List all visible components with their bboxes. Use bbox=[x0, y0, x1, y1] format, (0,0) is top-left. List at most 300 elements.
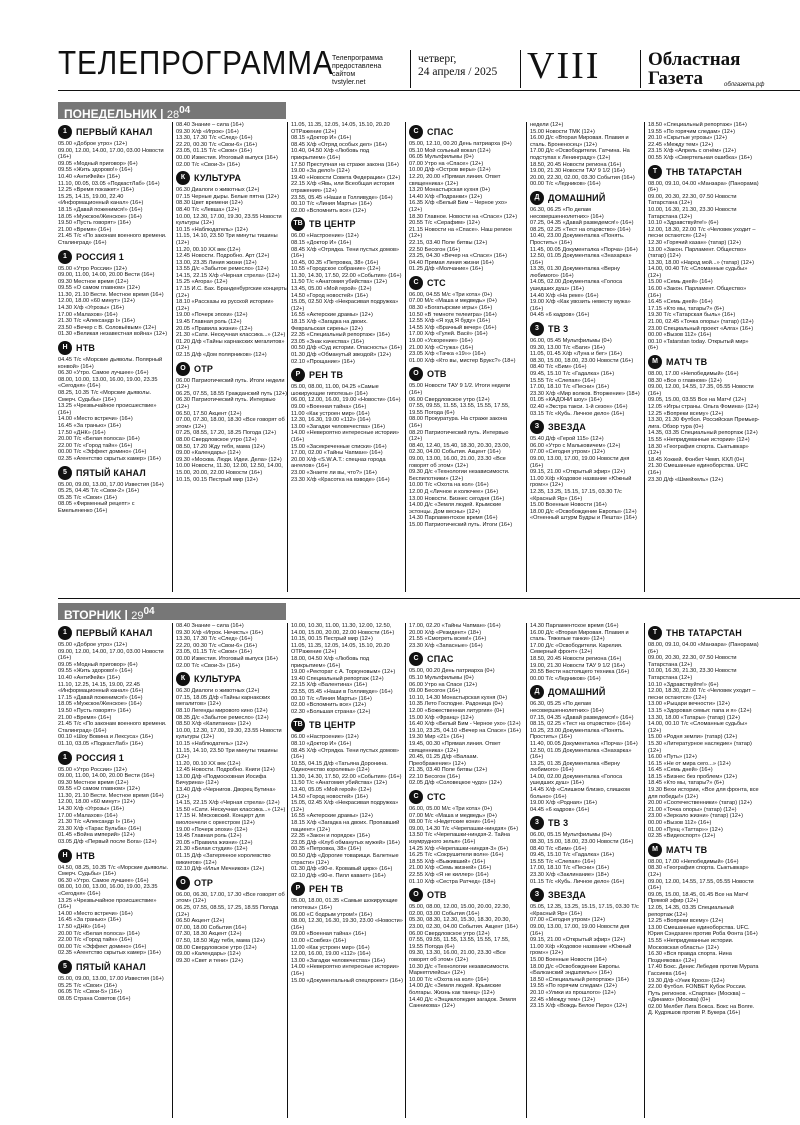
channel-header bbox=[409, 125, 521, 139]
program-entry: 00.55 Х/ф «Смертельная ошибка» (16+) bbox=[648, 154, 752, 161]
program-entry: 16.45 «За гранью» (16+) bbox=[58, 917, 122, 924]
column-separator bbox=[405, 623, 406, 1118]
program-entry: 15.00 Военные Новости (16+) bbox=[530, 502, 607, 509]
program-entry: 12.50, 01.05 Документалка «Знахарка» (16+) bbox=[530, 253, 632, 266]
program-entry: 10.00 Новости, 11.30, 12.00, 12.50, 14.00, 15.00, 20.00, 22.00 Новости (16+) bbox=[176, 463, 283, 476]
channel-name: МАТЧ ТВ bbox=[666, 844, 708, 855]
program-entry: 16.55 «Актерские драмы» (12+) bbox=[291, 813, 373, 820]
program-entry: 11.30, 14.30, 17.50, 22.00 «События» (16+) bbox=[291, 272, 402, 279]
program-entry: 21.00, 02.45 «Точка опоры» (татар) (12+) bbox=[648, 319, 754, 326]
program-entry: 05.00 «Утро России» (12+) bbox=[58, 265, 127, 272]
program-entry: 08.45 Х/ф «Отрядка. Тени пустых домов» (16+) bbox=[291, 747, 400, 761]
program-entry: 18.30 «География спорта. Сыктывкар» (12+) bbox=[648, 443, 749, 457]
program-entry: 05.00 «Доброе утро» (12+) bbox=[58, 141, 128, 147]
program-entry: 15.00 Новости ТМК (12+) bbox=[530, 128, 595, 135]
program-entry: 09.30 Х/ф «Игрок. Нечисть» (16+) bbox=[176, 629, 264, 636]
program-entry: 19.10, 23.25, 04.10 «Вечер на Спасе» (16+) bbox=[409, 727, 521, 734]
program-entry: 01.25 Д/ф «Молчание» (16+) bbox=[409, 266, 484, 273]
channel-logo-icon: Р bbox=[291, 882, 305, 896]
channel-header bbox=[291, 718, 403, 732]
channel-block bbox=[176, 623, 288, 669]
program-entry: 08.40 Т/с «Бим» (16+) bbox=[530, 364, 587, 371]
channel-header bbox=[530, 322, 642, 336]
program-entry: 19.50 «Пусть говорят» (16+) bbox=[58, 220, 131, 227]
program-entry: 02.10 Д/ф «90-е. Пилл кавает» (16+) bbox=[291, 872, 386, 879]
program-entry: 23.30 Х/ф «Запасные» (16+) bbox=[409, 642, 483, 649]
program-entry: 19.00 «Почерк эпохи» (12+) bbox=[176, 312, 248, 319]
program-entry: 02.35 «Видеоспорт» (12+) bbox=[648, 833, 716, 840]
program-entry: 09.00 «Календарь» (12+) bbox=[176, 450, 241, 457]
program-entry: 11.00 Х/ф «Кодовое название «Южный гром»» (12+) bbox=[530, 475, 632, 489]
program-entry: 13.00, 23.35 Линия жизни (12+) bbox=[176, 259, 257, 266]
program-entry: 13.30, 17.30 Т/с «След» (16+) bbox=[176, 135, 253, 142]
program-entry: 18.15 «Давай поженимся!» (16+) bbox=[58, 206, 143, 213]
channel-block bbox=[409, 276, 521, 365]
program-entry: 11.40, 00.05 Документалка «Порча» (16+) bbox=[530, 740, 638, 747]
program-entry: 11.10, 12.25, 14.15, 19.00, 22.45 «Информационный канал» (16+) bbox=[58, 681, 144, 695]
program-entry: 09.30 Х/ф «Игрок» (16+) bbox=[176, 128, 239, 135]
program-entry: 18.00, 04.50 Х/ф «Любовь под прикрытием» (16+) bbox=[291, 655, 370, 669]
program-entry: 09.45, 15.10 Т/с «Гадалка» (16+) bbox=[530, 852, 615, 859]
channel-name: ТНВ ТАТАРСТАН bbox=[666, 166, 742, 177]
program-entry: 16.40 Х/ф «Белый Бим - Черное ухо» (12+) bbox=[409, 721, 521, 728]
program-entry: 06.00 «Утро с Мальковичем» (12+) bbox=[530, 442, 621, 449]
program-entry: 06.00 Свердловское утро (12+) bbox=[409, 396, 490, 403]
program-entry: 10.10, 14.30 Монастырская кухня (0+) bbox=[409, 694, 508, 701]
program-entry: 04.45 «6 кадров» (16+) bbox=[530, 806, 590, 813]
day-date: 29 bbox=[131, 610, 144, 622]
program-entry: 06.30 «Утро. Самое лучшее» (16+) bbox=[58, 370, 149, 377]
program-entry: 01.05 «КАДОНИ шоу» (16+) bbox=[530, 397, 602, 404]
program-entry: 11.20, 00.10 ХХ век (12+) bbox=[176, 760, 241, 767]
channel-block bbox=[58, 341, 170, 463]
program-entry: 09.00, 13.00, 17.00, 19.00 Новости дня (16+) bbox=[530, 923, 630, 937]
channel-header bbox=[58, 849, 170, 863]
schedule-column bbox=[58, 623, 170, 1118]
program-entry: 12.25 «Вопреки всему» (12+) bbox=[648, 918, 724, 925]
program-entry: 10.45, 00.35 «Петровка, 38» (16+) bbox=[291, 259, 379, 266]
program-entry: 19.45 Главная роль (12+) bbox=[176, 319, 242, 326]
issue-weekday: четверг, bbox=[418, 53, 457, 65]
program-entry: 08.50 Х/ф «Капитанка» (12+) bbox=[176, 721, 251, 728]
program-entry: 08.00, 09.10, 04.00 «Манзара» (Панорама) (6+) bbox=[648, 642, 759, 655]
channel-logo-icon: О bbox=[176, 362, 190, 376]
program-entry: 22.00 Футбол. FONBET Кубок России. Путь регионов. «Спартак» (Москва) – «Динамо» (Москва) (0+) bbox=[648, 984, 747, 1004]
program-entry: 02.40 «Экстра такси. 1-й сезон» (16+) bbox=[530, 403, 628, 410]
program-entry: 08.00 Свердловское утро (12+) bbox=[176, 944, 257, 951]
program-entry: 08.30 «Все о главном» (12+) bbox=[648, 377, 722, 384]
program-entry: 06.00 «С бодрым утром!» (16+) bbox=[291, 911, 373, 918]
program-entry: 07.50, 18.50 Жду тебя, мама (12+) bbox=[176, 937, 265, 944]
schedule-grid-monday bbox=[58, 122, 800, 592]
channel-name: РЕН ТВ bbox=[309, 370, 344, 381]
program-entry: 03.15 Т/с «Кубь. Личное дело» (16+) bbox=[530, 410, 625, 417]
program-entry: 01.45 «Война империй» (12+) bbox=[58, 832, 135, 839]
program-entry: 20.10 «Скрытые угрозы» (12+) bbox=[648, 135, 727, 142]
channel-name: ТВ 3 bbox=[548, 324, 569, 335]
channel-logo-icon: 3 bbox=[530, 816, 544, 830]
program-entry: 19.00 «Ректорат с А. Торкуновым» (12+) bbox=[291, 669, 396, 676]
channel-block bbox=[648, 355, 760, 483]
program-entry: 05.25, 04.45 Т/с «Свои-2» (16+) bbox=[58, 488, 140, 495]
channel-name: ТВ ЦЕНТР bbox=[309, 219, 356, 230]
program-entry: 12.30, 16.30, 19.00 «112» (16+) bbox=[291, 417, 371, 424]
program-entry: 04.40 Прямая линия жизни (16+) bbox=[409, 259, 494, 266]
channel-logo-icon: Т bbox=[648, 626, 662, 640]
program-entry: 17.15 «Давай поженимся!» (16+) bbox=[58, 694, 143, 701]
program-entry: 21.30 Т/с «Александр I» (16+) bbox=[58, 819, 135, 826]
program-entry: 15.00 «Родня земли» (татар) (12+) bbox=[648, 734, 738, 741]
program-entry: 23.55, 05.45 «Наши в Голливуде» (16+) bbox=[291, 194, 393, 201]
program-entry: 17.00 «Малахов» (16+) bbox=[58, 311, 118, 318]
program-entry: 16.00 «Путь» (12+) bbox=[648, 754, 697, 761]
program-entry: 08.05 Страна Советов (16+) bbox=[58, 995, 131, 1002]
program-entry: 09.15, 21.00 «Открытый эфир» (12+) bbox=[530, 937, 626, 944]
program-entry: 14.00, 02.00 Документалка «Голоса ушедших душ» (16+) bbox=[530, 773, 623, 787]
channel-logo-icon: С bbox=[409, 125, 423, 139]
channel-name: ОТВ bbox=[427, 369, 447, 380]
program-entry: 08.10 «Доктор И» (16+) bbox=[291, 740, 352, 747]
column-separator bbox=[405, 122, 406, 592]
program-entry: 07.30, 18.30 Акцент (12+) bbox=[176, 931, 242, 938]
channel-header bbox=[58, 960, 170, 974]
program-entry: 23.30 Х/ф «Красотка на взводе» (16+) bbox=[291, 476, 390, 483]
program-entry: 14.00, 00.10 Т/с «Сломанные судьбы» (12+) bbox=[648, 721, 748, 734]
column-separator bbox=[644, 623, 645, 1118]
program-entry: 14.40 Д/с «Энциклопедия загадок. Земля Санникова» (12+) bbox=[409, 996, 516, 1010]
channel-block bbox=[291, 882, 403, 984]
program-entry: 10.40, 04.50 Х/ф «Любовь под прикрытием» (16+) bbox=[291, 148, 370, 161]
program-entry: 19.30 Вехи истории, «Все для фронта, все для победы!» (12+) bbox=[648, 787, 759, 800]
program-entry: 14.05, 02.00 Документалка «Голоса ушедших душ» (16+) bbox=[530, 279, 623, 293]
program-entry: 08.45 Х/ф «Отряд особых дел» (16+) bbox=[291, 141, 387, 148]
channel-name: РОССИЯ 1 bbox=[76, 752, 124, 763]
program-entry: 06.25, 07.55, 08.55, 17.25, 18.55 Погода (12+) bbox=[176, 904, 279, 918]
program-entry: 15.55 Т/с «Слепая» (16+) bbox=[530, 858, 596, 865]
program-entry: 07.25, 04.35 «Давай разведемся!» (16+) bbox=[530, 220, 634, 227]
column-separator bbox=[287, 623, 288, 1118]
program-entry: 12.30 «Горячий казан» (татар) (12+) bbox=[648, 239, 741, 246]
program-entry: 12.00 Д «Личное и колючее» (16+) bbox=[409, 488, 499, 495]
program-entry: 08.15 «Доктор И» (16+) bbox=[291, 135, 352, 142]
program-entry: 14.00 «Место встречи» (16+) bbox=[58, 910, 133, 917]
channel-header bbox=[530, 191, 642, 205]
program-entry: 23.05, 01.15 Т/с «Свои» (16+) bbox=[176, 148, 253, 155]
program-entry: 07.00 М/с «Маша и медведь» (0+) bbox=[409, 298, 497, 305]
program-entry: 06.50, 17.50 Акцент (12+) bbox=[176, 410, 242, 417]
program-entry: 23.00 «Знаете ли вы, что?» (16+) bbox=[291, 469, 377, 476]
program-entry: 20.45, 01.25 Д/ф «Валаам. Преображение» (12+) bbox=[409, 754, 478, 767]
program-entry: 23.05 Д/ф «Клуб обманутых мужей» (16+) bbox=[291, 839, 400, 846]
program-entry: 08.00, 09.10, 04.00 «Манзара» (Панорама) (6+) bbox=[648, 180, 759, 194]
program-entry: 23.30 Х/ф «Заклинание» (18+) bbox=[530, 872, 609, 878]
channel-header bbox=[176, 171, 288, 185]
channel-name: РОССИЯ 1 bbox=[76, 251, 124, 262]
program-entry: 18.55 Х/ф «Выживший» (16+) bbox=[409, 858, 486, 865]
program-entry: 18.00 Д/с «Освобождение Европы» (12+) bbox=[530, 508, 637, 515]
program-entry: 22.10 Бесогон (16+) bbox=[409, 773, 461, 780]
program-entry: 14.45 Х/ф «Слишком близко, слишком больно» (16+) bbox=[530, 787, 630, 800]
program-entry: 16.00 Д/с «Вторая Мировая. Плавия и сталь. Броненосец» (12+) bbox=[530, 135, 629, 148]
channel-header bbox=[58, 250, 170, 264]
channel-logo-icon: С bbox=[409, 276, 423, 290]
program-entry: 14.00 Д/с «Земля людей. Крымские болгары. Жизнь как танец» (12+) bbox=[409, 983, 502, 996]
channel-header bbox=[58, 125, 170, 139]
channel-header bbox=[648, 626, 760, 640]
program-entry: 21.35, 03.40 Поле битвы (12+) bbox=[409, 767, 488, 774]
channel-block bbox=[58, 751, 170, 846]
program-entry: 18.30 Главное. Новости на «Спасе» (12+) bbox=[409, 213, 518, 220]
program-entry: 13.00 «Загадки человечества» (16+) bbox=[291, 957, 385, 964]
program-entry: 10.00, 10.30, 11.00, 11.30, 12.00, 12.50, 14.00, 15.00, 20.00, 22.00 Новости (16+) bbox=[291, 623, 395, 636]
program-entry: 12.35, 13.25, 15.15, 17.15, 03.30 Т/с «Красный Яр» (16+) bbox=[530, 488, 622, 502]
program-entry: 22.15 Х/ф «Явь, или Всеобщая история отражения» (12+) bbox=[291, 181, 395, 194]
program-entry: 06.00 Свердловское утро (12+) bbox=[409, 930, 490, 937]
program-entry: 08.30, 15.00, 18.00, 23.00 Новости (16+) bbox=[530, 839, 634, 846]
channel-block bbox=[409, 623, 521, 649]
channel-header bbox=[176, 362, 288, 376]
program-entry: 12.25 «Время покажет» (16+) bbox=[58, 187, 134, 194]
channel-name: ДОМАШНИЙ bbox=[548, 687, 606, 698]
program-entry: 15.00 Патриотический путь. Итоги (16+) bbox=[409, 521, 513, 528]
channel-block bbox=[530, 685, 642, 813]
program-entry: 08.10 Легенды мирового кино (12+) bbox=[176, 707, 268, 714]
program-entry: 09.05, 15.00, 03.55 Все на Матч! (12+) bbox=[648, 397, 747, 404]
schedule-column bbox=[648, 623, 760, 1118]
program-entry: 05.00, 08.00, 11.00, 04.25 «Самые шокирующие гипотезы» (16+) bbox=[291, 384, 379, 397]
program-entry: 09.00, 11.00, 14.00, 20.00 Вести (16+) bbox=[58, 773, 155, 780]
program-entry: 09.00 Бесогон (16+) bbox=[409, 688, 461, 695]
program-entry: 23.50 «Вечер с В. Соловьёвым» (12+) bbox=[58, 324, 157, 331]
program-entry: 12.00, 18.00 «60 минут» (12+) bbox=[58, 298, 135, 305]
program-entry: 00.00 Известия. Итоговый выпуск (16+) bbox=[176, 154, 278, 161]
channel-block bbox=[58, 960, 170, 1002]
program-entry: 07.00 М/с «Маша и медведь» (0+) bbox=[409, 812, 497, 819]
program-entry: 06.05 Т/с «Свои-5» (16+) bbox=[58, 989, 123, 996]
program-entry: 00.35 «Петровка, 38» (16+) bbox=[291, 846, 362, 853]
program-entry: 05.00 «Утро России» (12+) bbox=[58, 766, 127, 773]
program-entry: 17.00, 02.20 «Тайны Чапман» (16+) bbox=[409, 623, 501, 629]
program-entry: 22.45 «Между тем» (12+) bbox=[648, 141, 714, 148]
channel-block bbox=[648, 626, 760, 840]
channel-name: ПЯТЫЙ КАНАЛ bbox=[76, 961, 146, 972]
program-entry: 00.50 Д/ф «Суд истории. Опасность» (16+) bbox=[291, 345, 403, 352]
channel-name: ЗВЕЗДА bbox=[548, 422, 586, 433]
program-entry: 00.00 «Вызов 112» (16+) bbox=[648, 332, 712, 339]
program-entry: 09.30 Местное время (12+) bbox=[58, 278, 129, 285]
day-date: 28 bbox=[166, 109, 180, 121]
channel-logo-icon: Н bbox=[58, 341, 72, 355]
program-entry: 12.45 Новости. Подробно. Книги (12+) bbox=[176, 767, 275, 774]
program-entry: 21.00 «Время» (16+) bbox=[58, 714, 112, 721]
program-entry: 22.35 «Закон и порядок» (16+) bbox=[291, 833, 371, 840]
program-entry: 19.55 «По горячим следам» (12+) bbox=[648, 128, 736, 135]
program-entry: 22.15, 03.40 Поле битвы (12+) bbox=[409, 239, 488, 246]
program-entry: 21.30 Т/с «Александр I» (16+) bbox=[58, 318, 135, 325]
program-entry: 19.30 Д/ф «Уник Крооз» (12+) bbox=[648, 977, 725, 984]
program-entry: 10.15 «Наблюдатель» (12+) bbox=[176, 226, 248, 233]
program-entry: 10.00, 16.30, 21.30, 23.30 Новости Татарстана (12+) bbox=[648, 206, 737, 220]
program-entry: 13.00 «Закон. Парламент. Общество» (татар) (12+) bbox=[648, 246, 747, 260]
program-entry: 23.30 Д/ф «Шмейхель» (12+) bbox=[648, 476, 724, 483]
channel-block bbox=[409, 790, 521, 885]
program-entry: 08.35 Д/с «Забытое ремесло» (12+) bbox=[176, 714, 269, 721]
program-entry: 17.00, 18.10 Т/с «Песни» (16+) bbox=[530, 865, 610, 872]
program-entry: 06.25, 07.55, 18.55 Гражданский путь (12+) bbox=[176, 390, 288, 397]
program-entry: 14.00 «Невероятно интересные истории» (16+) bbox=[291, 964, 400, 977]
channel-block bbox=[291, 718, 403, 879]
channel-logo-icon: 5 bbox=[58, 466, 72, 480]
program-entry: 09.55 «Жить здорово!» (16+) bbox=[58, 668, 133, 675]
program-entry: 06.00, 04.55 М/с «Три кота» (0+) bbox=[409, 291, 493, 298]
program-entry: 01.15 Д/ф «Затерянное королевство викингов» (12+) bbox=[176, 853, 271, 866]
program-entry: 18.10 «Рассказы из русской истории» (12+) bbox=[176, 299, 274, 312]
program-entry: 08.30, 15.00, 18.00, 23.00 Новости (16+) bbox=[530, 357, 634, 364]
program-entry: 20.05 «Правила жизни» (12+) bbox=[176, 839, 253, 846]
program-entry: 17.50 «ДНК» (16+) bbox=[58, 923, 106, 930]
program-entry: 18.50 «Специальный репортаж» (16+) bbox=[530, 976, 629, 983]
channel-header bbox=[291, 368, 403, 382]
channel-logo-icon: Н bbox=[58, 849, 72, 863]
program-entry: 11.00 «Как устроен мир» (16+) bbox=[291, 410, 370, 417]
program-entry: 19.00, 21.30 Новости ТАУ 9 1/2 (16+) bbox=[530, 662, 625, 669]
program-entry: 10.55, 04.15 Д/ф «Татьяна Доронина. Одиночество королевы» (12+) bbox=[291, 760, 388, 774]
channel-name: ОТР bbox=[194, 877, 214, 888]
program-entry: 07.55, 09.55, 11.55, 13.55, 15.55, 17.55, 19.55 Погода (6+) bbox=[409, 403, 510, 416]
program-entry: 22.15 Х/ф «Валентина» (16+) bbox=[291, 682, 368, 689]
channel-header bbox=[176, 876, 288, 890]
program-entry: 10.35 Лето Господне. Радоница (0+) bbox=[409, 701, 503, 708]
program-entry: 12.45 Новости. Подробно. Арт (12+) bbox=[176, 253, 270, 260]
program-entry: 12.00 «Божественная литургия» (0+) bbox=[409, 707, 505, 714]
program-entry: 21.00 Х/ф «Стужа» (16+) bbox=[409, 344, 474, 351]
program-entry: 19.45 Главная роль (12+) bbox=[176, 833, 242, 840]
program-entry: 09.00, 14.30 Т/с «Черепашки-ниндзя» (6+) bbox=[409, 825, 519, 832]
program-entry: 09.05, 15.00, 18.45, 01.45 Все на Матч! Прямой эфир (12+) bbox=[648, 891, 749, 905]
channel-logo-icon: 3 bbox=[530, 322, 544, 336]
page-header bbox=[0, 0, 800, 92]
program-entry: 06.00 «Настроение» (12+) bbox=[291, 233, 359, 240]
program-entry: 02.00 «Вспомнить все» (12+) bbox=[291, 702, 367, 709]
schedule-column bbox=[530, 122, 642, 592]
program-entry: 09.00, 13.00, 16.00, 21.00, 23.30 «Все говорят об этом» (12+) bbox=[409, 455, 506, 469]
channel-name: ЗВЕЗДА bbox=[548, 890, 586, 901]
program-entry: 17.00, 18.10 Т/с «Песни» (16+) bbox=[530, 384, 610, 391]
program-entry: 08.30 «География спорта. Сыктывкар» (12+) bbox=[648, 865, 749, 878]
program-entry: 09.00, 12.00, 14.00, 17.00, 03.00 Новости (16+) bbox=[58, 147, 164, 161]
program-entry: 14.00, 00.40 Т/с «Сломанные судьбы» (12+) bbox=[648, 266, 748, 279]
channel-name: ПЯТЫЙ КАНАЛ bbox=[76, 467, 146, 478]
program-entry: 05.10 Мой сольный вокал (12+) bbox=[409, 147, 491, 154]
program-entry: 09.30 Д/с «Технологии независимости. Беспилотники» (12+) bbox=[409, 469, 510, 482]
program-entry: 06.00, 06.30, 17.00, 17.30 «Все говорят об этом» (12+) bbox=[176, 891, 285, 905]
program-entry: 18.15 Х/ф «Загадка на двоих. Февральская сирень» (12+) bbox=[291, 319, 368, 332]
program-entry: 15.55 «Непридуманные истории. Московская область» (12+) bbox=[648, 937, 734, 951]
program-entry: 15.30 «Литературное наследие» (татар) (12+) bbox=[648, 740, 752, 754]
program-entry: 08.15 «Доктор И» (16+) bbox=[291, 239, 352, 246]
column-separator bbox=[287, 122, 288, 592]
program-entry: 17.15 И.С. Бах. Бранденбургские концерты (12+) bbox=[176, 286, 288, 299]
program-entry: 14.15, 22.15 Х/ф «Черная стрела» (12+) bbox=[176, 272, 280, 279]
program-entry: 06.30 Патриотический путь. Интервью (12+) bbox=[176, 397, 276, 410]
channel-name: ОТР bbox=[194, 363, 214, 374]
program-entry: 10.00, 12.30, 17.00, 19.30, 23.55 Новости культуры (12+) bbox=[176, 727, 282, 741]
program-entry: 11.05, 11.35, 12.05, 14.05, 15.10, 20.20 ОТРажение (12+) bbox=[291, 122, 390, 135]
program-entry: 05.30, 08.30, 12.30, 15.30, 18.30, 20.30, 23.00, 02.30, 04.00 События. Акцент (16+) bbox=[409, 917, 518, 930]
program-entry: 10.10 «Здравствуйте!» (6+) bbox=[648, 681, 719, 688]
program-entry: 07.55, 09.55, 11.55, 13.55, 15.55, 17.55, 19.55 Погода (6+) bbox=[409, 937, 510, 950]
program-entry: 16.25 Т/с «Сокрушители волн» (16+) bbox=[409, 852, 504, 859]
channel-block bbox=[530, 322, 642, 417]
program-entry: 14.30 Парламентское время (16+) bbox=[409, 515, 498, 522]
channel-block bbox=[291, 623, 403, 715]
program-entry: 12.00, 18.30, 22.00 Т/с «Человек уходит – песни остаются» (12+) bbox=[648, 688, 756, 701]
program-entry: 01.20 Д/ф «Тайны карнакских мегалитов» (12+) bbox=[176, 338, 285, 352]
channel-header bbox=[291, 217, 403, 231]
program-entry: 04.50, 08.25, 10.35 Т/с «Морские дьяволы. Смерч. Судьбы» (16+) bbox=[58, 864, 169, 878]
program-entry: 18.05 «Мужское/Женское» (16+) bbox=[58, 701, 142, 708]
program-entry: 11.45, 00.05 Документалка «Порча» (16+) bbox=[530, 246, 638, 253]
program-entry: 23.15 Х/ф «Вождь Белое Перо» (12+) bbox=[530, 1003, 628, 1010]
channel-logo-icon: ТВ bbox=[291, 217, 305, 231]
day-name: ВТОРНИК bbox=[64, 608, 122, 622]
program-entry: 02.00 Т/с «Свои-3» (16+) bbox=[176, 662, 241, 669]
program-entry: 06.30, 06.25 «По делам несовершеннолетних» (16+) bbox=[530, 206, 604, 220]
day-month: 04 bbox=[179, 105, 191, 116]
program-entry: 03.05 Д/ф «Первый после Бога» (12+) bbox=[58, 839, 157, 846]
channel-logo-icon: 1 bbox=[58, 626, 72, 640]
channel-header bbox=[409, 276, 521, 290]
day-name: ПОНЕДЕЛЬНИК bbox=[64, 107, 157, 121]
program-entry: 13.40 Д/ф «Чернигов. Дворец Бутина» (12+) bbox=[176, 787, 276, 800]
program-entry: 17.15 Н. Мясковский. Концерт для виолончели с оркестром (12+) bbox=[176, 813, 265, 827]
program-entry: 01.30 Д/ф «Обманутый звездой» (12+) bbox=[291, 352, 391, 358]
program-entry: 05.25 Т/с «Свои» (16+) bbox=[58, 982, 118, 989]
program-entry: 13.00 «Загадки человечества» (16+) bbox=[291, 423, 385, 430]
program-entry: 09.30 «Свет и тени» (12+) bbox=[176, 957, 244, 964]
program-entry: 16.00 Д/с «Вторая Мировая. Плавия и сталь. Тяжелые танки» (12+) bbox=[530, 629, 629, 643]
program-entry: 14.35, 03.35 Специальный репортаж (12+) bbox=[648, 430, 758, 437]
program-entry: 15.05, 02.45 Х/ф «Некрасивая подружка» (12+) bbox=[291, 800, 399, 813]
channel-name: ТВ 3 bbox=[548, 818, 569, 829]
program-entry: 09.00, 12.00, 14.00, 17.00, 03.00 Новости (16+) bbox=[58, 648, 164, 662]
program-entry: 19.50 «Пусть говорят» (16+) bbox=[58, 707, 131, 714]
channel-block bbox=[176, 672, 288, 873]
program-entry: 08.40 Т/с «Бим» (16+) bbox=[530, 845, 587, 852]
program-entry: 08.50, 17.20 Жду тебя, мама (12+) bbox=[176, 443, 265, 450]
channel-logo-icon: З bbox=[530, 888, 544, 902]
program-entry: 16.00 «Закон. Парламент. Общество» (16+) bbox=[648, 286, 747, 299]
program-entry: 06.50 Акцент (12+) bbox=[176, 918, 225, 925]
program-entry: 16.15 «Не от мира сего...» (12+) bbox=[648, 760, 731, 767]
program-entry: 02.00 Мелбет Лига Бокса. Бокс на Волге. Д. Кудряшов против Р. Букера (16+) bbox=[648, 1003, 755, 1017]
program-entry: 02.10 «Прощание» (16+) bbox=[291, 358, 355, 365]
program-entry: 07.00, 18.00 События (16+) bbox=[176, 924, 247, 931]
program-entry: 20.00, 22.30, 02.00, 03.30 События (16+) bbox=[530, 174, 635, 181]
program-entry: 05.35 Т/с «Свои» (16+) bbox=[58, 494, 118, 501]
program-entry: 14.15, 22.15 Х/ф «Черная стрела» (12+) bbox=[176, 800, 280, 807]
program-entry: 06.00 Утро на Спасе (12+) bbox=[409, 681, 478, 688]
channel-header bbox=[530, 888, 642, 902]
program-entry: 10.30 Д/с «Технологии независимости. Маркетплейсы» (12+) bbox=[409, 963, 510, 977]
channel-header bbox=[291, 882, 403, 896]
program-entry: 21.30 «Белая студия» (12+) bbox=[176, 846, 248, 853]
program-entry: 06.00, 05.00 М/с «Три кота» (0+) bbox=[409, 806, 493, 813]
program-entry: 13.30, 21.30 Футбол. Российская Премьер-лига. Обзор тура (0+) bbox=[648, 417, 760, 430]
schedule-column bbox=[530, 623, 642, 1118]
program-entry: 05.10 Мультфильмы (0+) bbox=[409, 674, 474, 681]
program-entry: 07.00 «Сегодня утром» (12+) bbox=[530, 449, 605, 456]
